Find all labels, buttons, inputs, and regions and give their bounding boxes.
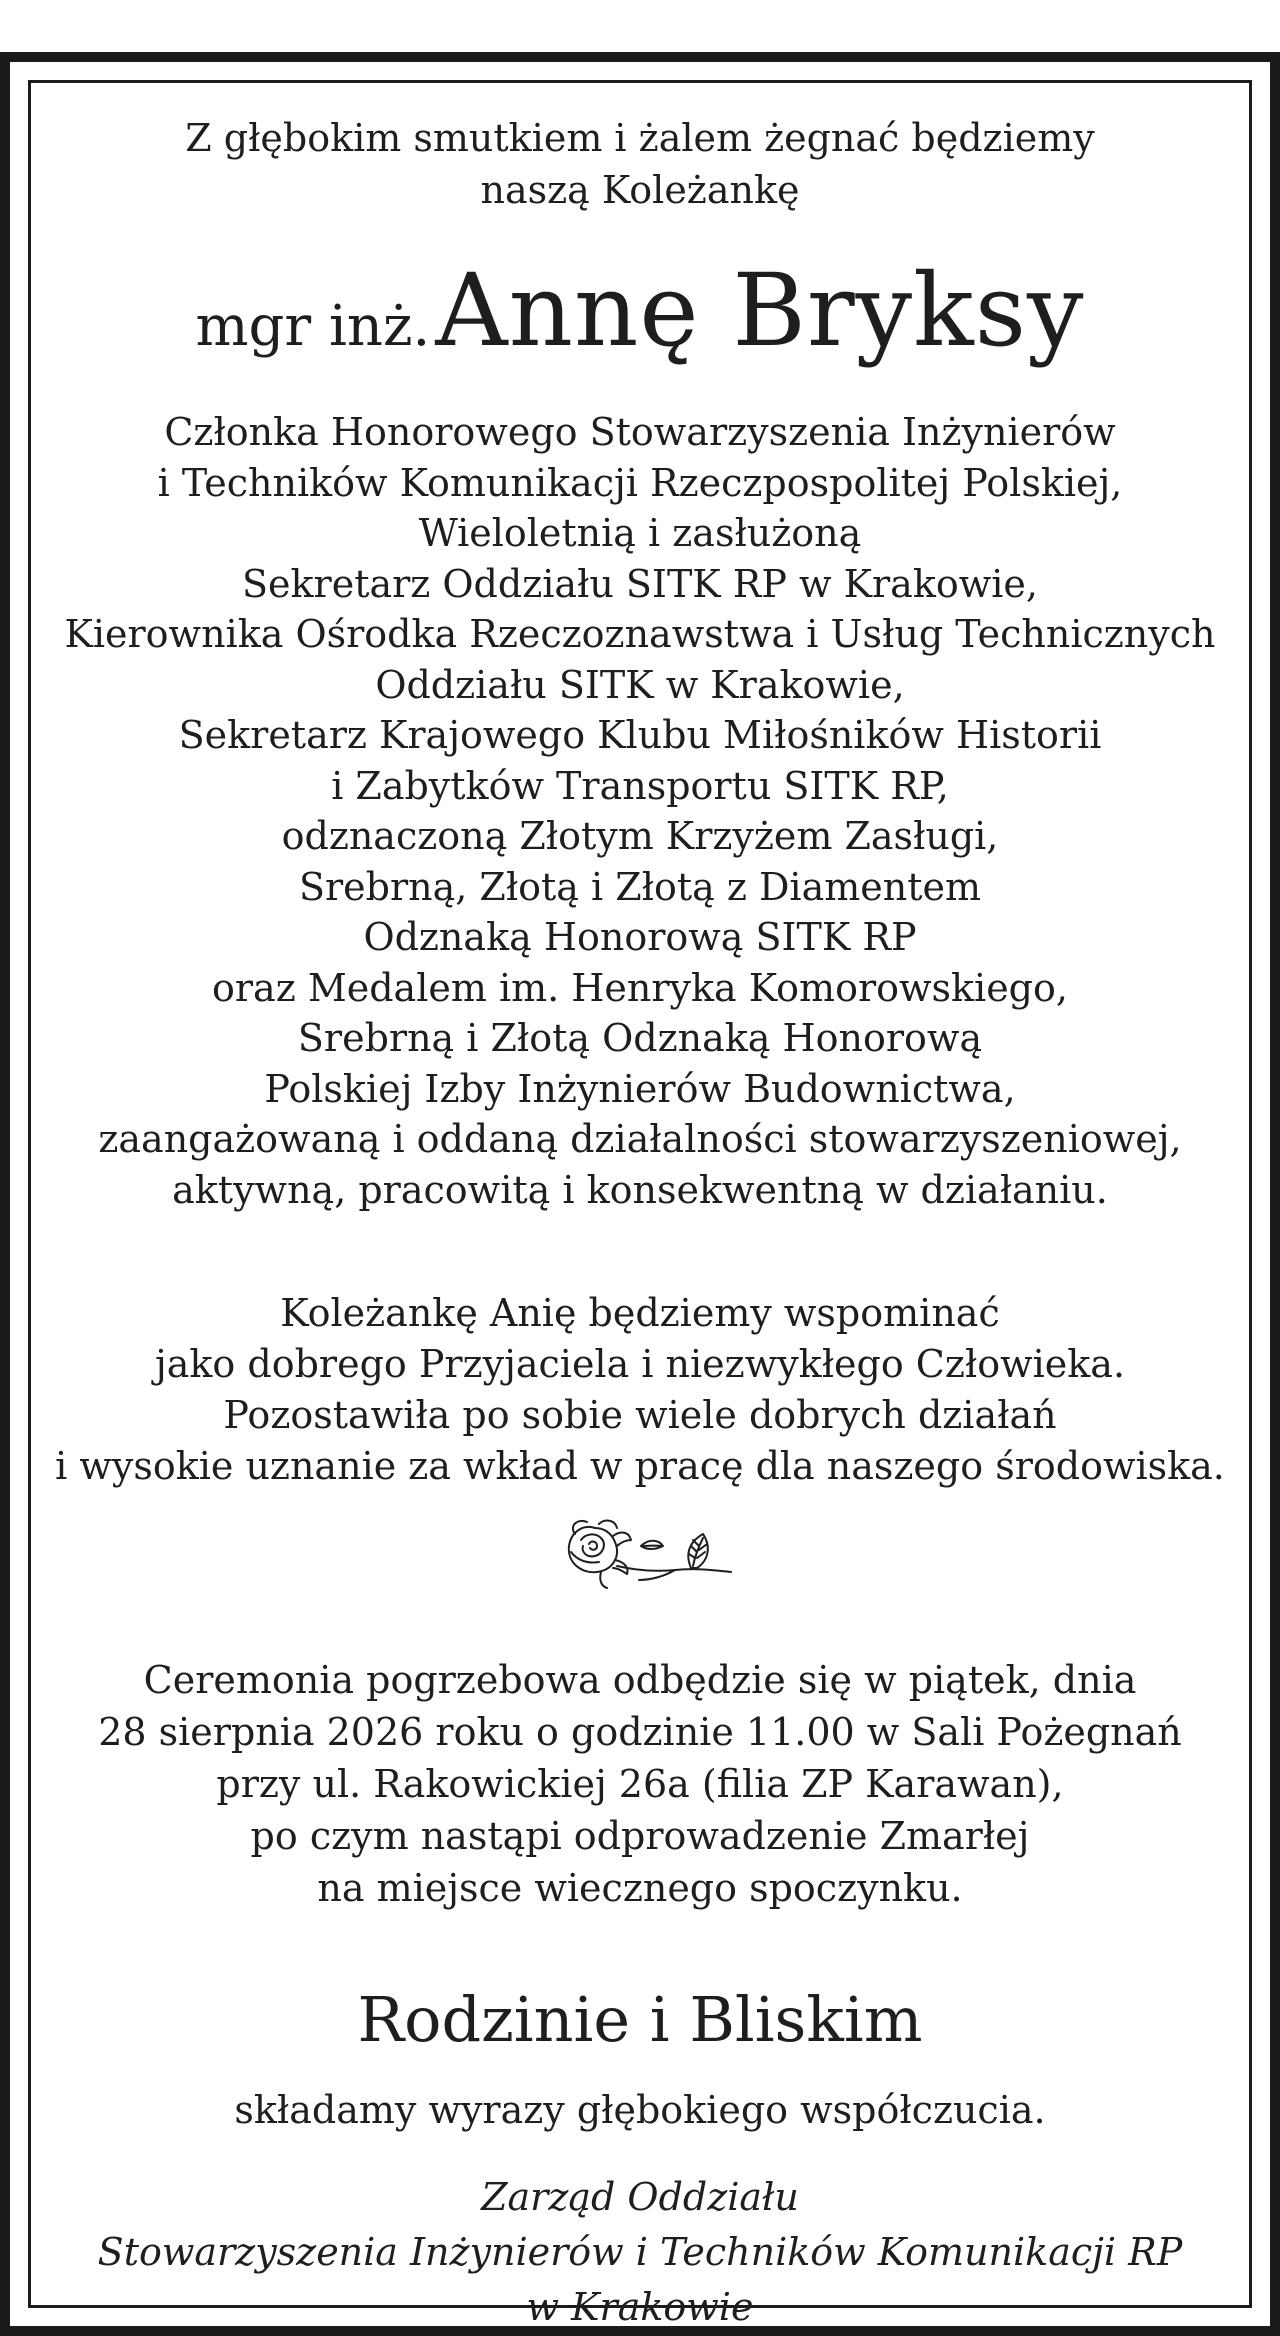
bio-line: odznaczoną Złotym Krzyżem Zasługi, [281,814,999,858]
bio-line: Członka Honorowego Stowarzyszenia Inżynierów [164,410,1116,454]
memory-line: i wysokie uznanie za wkład w pracę dla naszego środowiska. [55,1444,1225,1488]
family-heading: Rodzinie i Bliskim [357,1983,923,2056]
bio-line: i Zabytków Transportu SITK RP, [331,763,949,808]
intro-text [10,112,1270,216]
funeral-details [10,1654,1270,1914]
deceased-name [10,252,1270,369]
condolences-text: składamy wyrazy głębokiego współczucia. [234,2088,1046,2132]
academic-title: mgr inż. [195,294,431,359]
ceremony-line: na miejsce wiecznego spoczynku. [317,1866,963,1910]
bio-line: Sekretarz Krajowego Klubu Miłośników Historii [178,713,1102,757]
full-name: Annę Bryksy [435,252,1085,369]
intro-line: Z głębokim smutkiem i żalem żegnać będziemy [185,116,1095,160]
bio-line: Oddziału SITK w Krakowie, [375,662,905,707]
rose-icon [555,1510,745,1592]
bio-line: Kierownika Ośrodka Rzeczoznawstwa i Usług Technicznych [64,612,1216,656]
bio-line: Srebrną, Złotą i Złotą z Diamentem [298,864,982,909]
memory-line: jako dobrego Przyjaciela i niezwykłego Człowieka. [154,1342,1126,1386]
ceremony-line: 28 sierpnia 2026 roku o godzinie 11.00 w Sali Pożegnań [98,1710,1182,1754]
signature-line: Zarząd Oddziału [481,2175,799,2219]
remembrance-text [10,1288,1270,1492]
intro-line: naszą Koleżankę [480,168,800,212]
memory-line: Koleżankę Anię będziemy wspominać [280,1291,1000,1335]
bio-line: aktywną, pracowitą i konsekwentną w działaniu. [172,1167,1108,1212]
ceremony-line: po czym nastąpi odprowadzenie Zmarłej [250,1814,1030,1858]
biography [10,407,1270,1215]
bio-line: i Techników Komunikacji Rzeczpospolitej Polskiej, [157,460,1123,505]
signature [10,2170,1270,2335]
bio-line: Odznaką Honorową SITK RP [363,915,917,959]
bio-line: oraz Medalem im. Henryka Komorowskiego, [212,965,1068,1010]
obituary-frame [0,52,1280,2336]
bio-line: Wieloletnią i zasłużoną [418,511,862,555]
bio-line: Sekretarz Oddziału SITK RP w Krakowie, [242,561,1038,606]
bio-line: zaangażowaną i oddaną działalności stowarzyszeniowej, [98,1117,1182,1161]
signature-line: w Krakowie [526,2285,754,2329]
signature-line: Stowarzyszenia Inżynierów i Techników Komunikacji RP [97,2230,1183,2274]
bio-line: Polskiej Izby Inżynierów Budownictwa, [264,1066,1016,1111]
ceremony-line: przy ul. Rakowickiej 26a (filia ZP Karawan), [216,1762,1064,1806]
bio-line: Srebrną i Złotą Odznaką Honorową [297,1016,983,1060]
memory-line: Pozostawiła po sobie wiele dobrych działań [223,1393,1057,1437]
ceremony-line: Ceremonia pogrzebowa odbędzie się w piątek, dnia [143,1658,1137,1702]
